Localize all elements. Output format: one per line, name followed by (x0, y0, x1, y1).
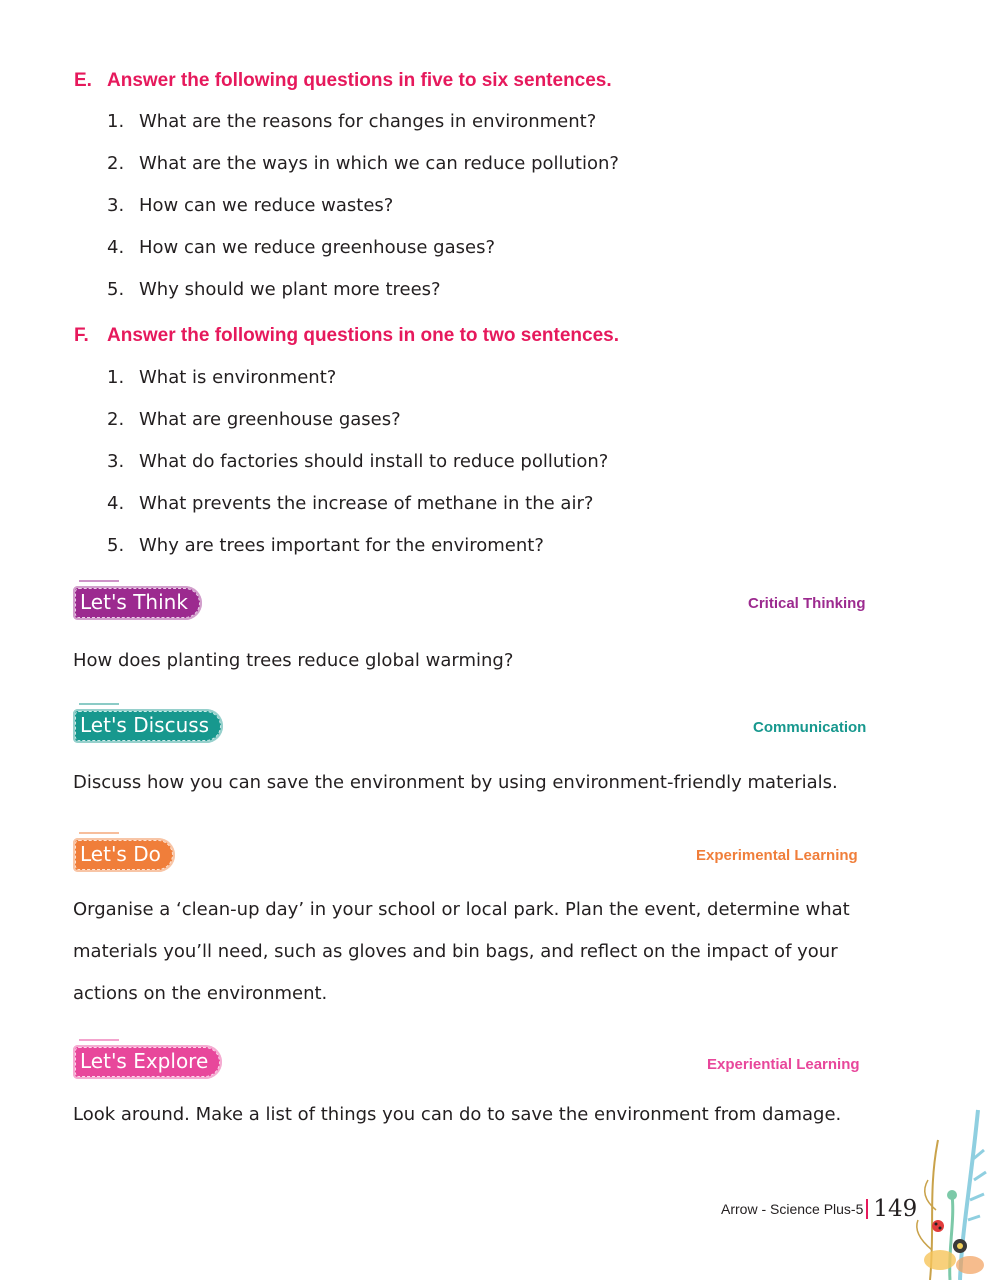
question-number: 2. (107, 153, 125, 174)
question-text: Why should we plant more trees? (139, 279, 441, 300)
question-item (107, 534, 608, 576)
section-f-letter: F. (74, 325, 89, 346)
section-e-heading (74, 70, 612, 92)
question-item (107, 366, 608, 408)
question-number: 3. (107, 195, 125, 216)
lets-do-text: Organise a ‘clean-up day’ in your school or local park. Plan the event, determine what materials you’ll need, such as gloves and bin bags, and reflect on the impact of your actions on the environment. (73, 899, 850, 1004)
question-text: What are greenhouse gases? (139, 409, 401, 430)
question-item (107, 278, 619, 320)
question-item (107, 110, 619, 152)
book-title: Arrow - Science Plus-5 (721, 1201, 864, 1217)
page-number: 149 (873, 1196, 918, 1222)
question-text: What are the ways in which we can reduce pollution? (139, 153, 619, 174)
question-text: How can we reduce wastes? (139, 195, 394, 216)
question-text: What is environment? (139, 367, 337, 388)
question-item (107, 194, 619, 236)
lets-explore-text: Look around. Make a list of things you can do to save the environment from damage. (73, 1104, 842, 1125)
question-text: What are the reasons for changes in environment? (139, 111, 597, 132)
question-item (107, 236, 619, 278)
question-number: 4. (107, 237, 125, 258)
question-number: 1. (107, 367, 125, 388)
footer-divider (866, 1199, 868, 1219)
lets-think-text: How does planting trees reduce global warming? (73, 650, 514, 671)
question-number: 2. (107, 409, 125, 430)
question-item (107, 492, 608, 534)
question-item (107, 408, 608, 450)
question-text: Why are trees important for the enviroment? (139, 535, 544, 556)
section-e-letter: E. (74, 70, 92, 91)
lets-do-tag: Let's Do (73, 838, 175, 872)
question-number: 5. (107, 279, 125, 300)
section-e-questions (107, 110, 619, 320)
experiential-learning-label: Experiential Learning (707, 1056, 860, 1073)
lets-think-tag: Let's Think (73, 586, 202, 620)
question-number: 3. (107, 451, 125, 472)
experimental-learning-label: Experimental Learning (696, 847, 858, 864)
question-text: What prevents the increase of methane in the air? (139, 493, 594, 514)
page-footer (721, 1196, 917, 1226)
section-f-questions (107, 366, 608, 576)
question-text: What do factories should install to reduce pollution? (139, 451, 609, 472)
lets-discuss-text: Discuss how you can save the environment by using environment-friendly materials. (73, 772, 838, 793)
lets-discuss-tag: Let's Discuss (73, 709, 223, 743)
question-item (107, 152, 619, 194)
critical-thinking-label: Critical Thinking (748, 595, 866, 612)
communication-label: Communication (753, 719, 867, 736)
plant-decoration-icon (900, 1100, 989, 1280)
question-item (107, 450, 608, 492)
lets-explore-tag: Let's Explore (73, 1045, 222, 1079)
question-number: 1. (107, 111, 125, 132)
section-f-title: Answer the following questions in one to two sentences. (107, 325, 619, 346)
section-f-heading (74, 325, 619, 347)
question-text: How can we reduce greenhouse gases? (139, 237, 496, 258)
section-e-title: Answer the following questions in five to six sentences. (107, 70, 612, 91)
question-number: 5. (107, 535, 125, 556)
question-number: 4. (107, 493, 125, 514)
